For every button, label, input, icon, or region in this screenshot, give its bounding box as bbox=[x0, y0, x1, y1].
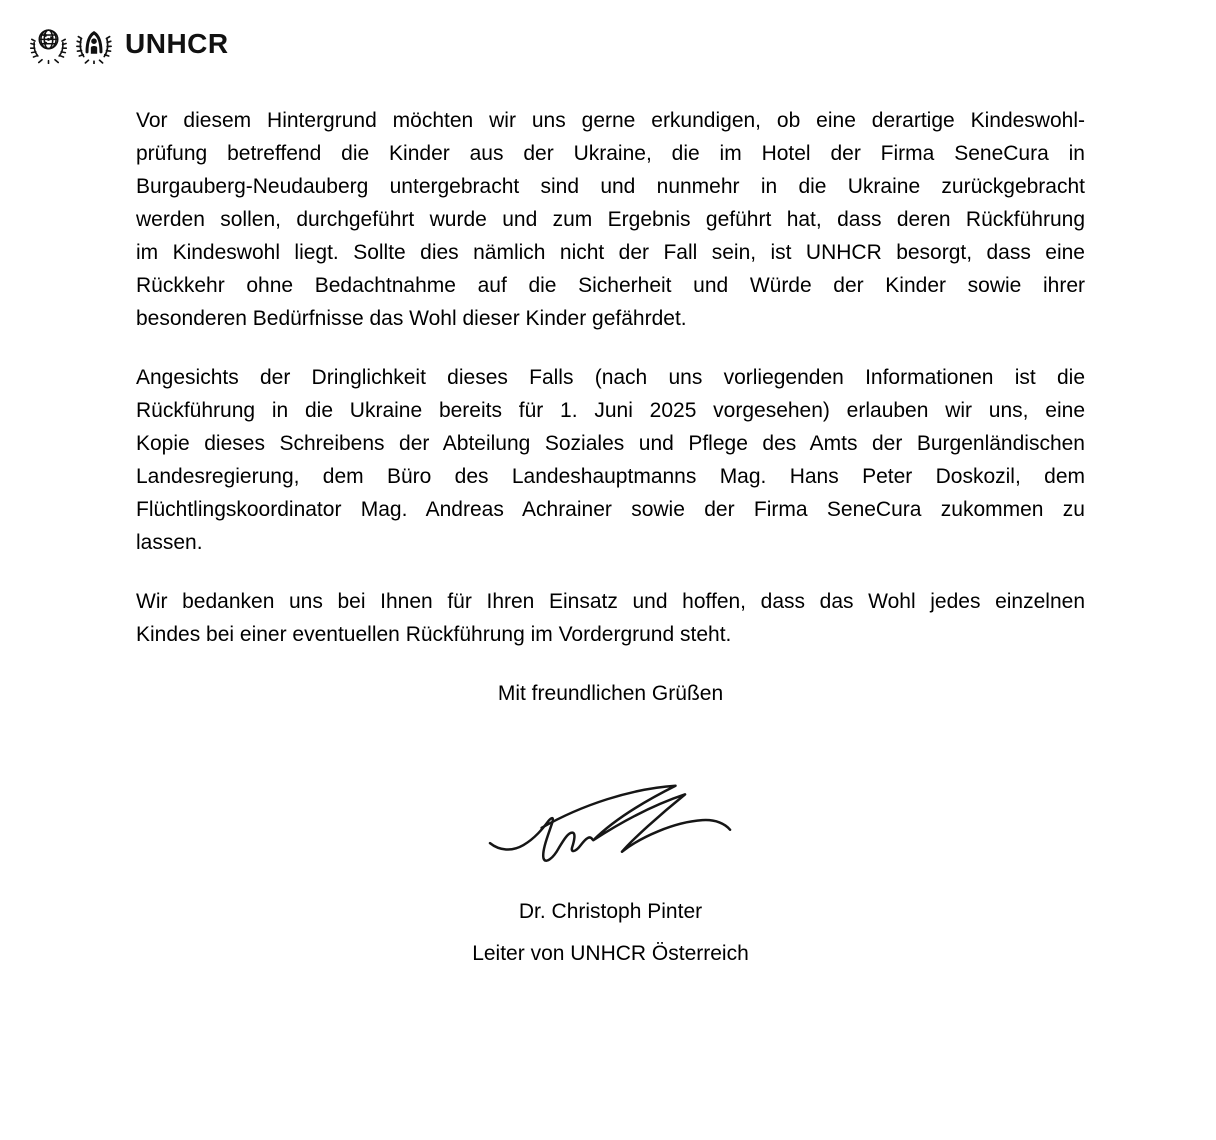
signer-title: Leiter von UNHCR Österreich bbox=[472, 942, 749, 965]
paragraph-line: lassen. bbox=[136, 531, 203, 554]
paragraph-line: im Kindeswohl liegt. Sollte dies nämlich nicht der Fall sein, ist UNHCR besorgt, dass eine bbox=[136, 241, 1085, 264]
paragraph-2 bbox=[136, 361, 1085, 559]
paragraph-line: besonderen Bedürfnisse das Wohl dieser Kinder gefährdet. bbox=[136, 307, 687, 330]
paragraph-line: Kopie dieses Schreibens der Abteilung Soziales und Pflege des Amts der Burgenländischen bbox=[136, 432, 1085, 455]
paragraph-line: Flüchtlingskoordinator Mag. Andreas Achrainer sowie der Firma SeneCura zukommen zu bbox=[136, 498, 1085, 521]
unhcr-logo bbox=[30, 24, 229, 64]
un-globe-emblem-icon bbox=[30, 24, 67, 64]
signer-name: Dr. Christoph Pinter bbox=[518, 900, 703, 923]
handwritten-signature-icon bbox=[483, 780, 738, 868]
unhcr-logo-wordmark: UNHCR bbox=[125, 28, 229, 59]
letter-body bbox=[136, 104, 1085, 970]
unhcr-refugee-emblem-icon bbox=[74, 24, 114, 64]
closing-salutation: Mit freundlichen Grüßen bbox=[497, 682, 724, 705]
paragraph-line: Wir bedanken uns bei Ihnen für Ihren Einsatz und hoffen, dass das Wohl jedes einzelnen bbox=[136, 590, 1085, 613]
paragraph-line: werden sollen, durchgeführt wurde und zum Ergebnis geführt hat, dass deren Rückführung bbox=[136, 208, 1085, 231]
paragraph-line: prüfung betreffend die Kinder aus der Ukraine, die im Hotel der Firma SeneCura in bbox=[136, 142, 1085, 165]
paragraph-line: Rückkehr ohne Bedachtnahme auf die Sicherheit und Würde der Kinder sowie ihrer bbox=[136, 274, 1085, 297]
paragraph-line: Burgauberg-Neudauberg untergebracht sind und nunmehr in die Ukraine zurückgebracht bbox=[136, 175, 1085, 198]
paragraph-3 bbox=[136, 585, 1085, 651]
paragraph-line: Kindes bei einer eventuellen Rückführung im Vordergrund steht. bbox=[136, 623, 732, 646]
paragraph-line: Rückführung in die Ukraine bereits für 1. Juni 2025 vorgesehen) erlauben wir uns, eine bbox=[136, 399, 1085, 422]
paragraph-1 bbox=[136, 104, 1085, 335]
paragraph-line: Landesregierung, dem Büro des Landeshauptmanns Mag. Hans Peter Doskozil, dem bbox=[136, 465, 1085, 488]
paragraph-line: Angesichts der Dringlichkeit dieses Falls (nach uns vorliegenden Informationen ist die bbox=[136, 366, 1085, 389]
paragraph-line: Vor diesem Hintergrund möchten wir uns gerne erkundigen, ob eine derartige Kindeswohl- bbox=[136, 109, 1085, 132]
